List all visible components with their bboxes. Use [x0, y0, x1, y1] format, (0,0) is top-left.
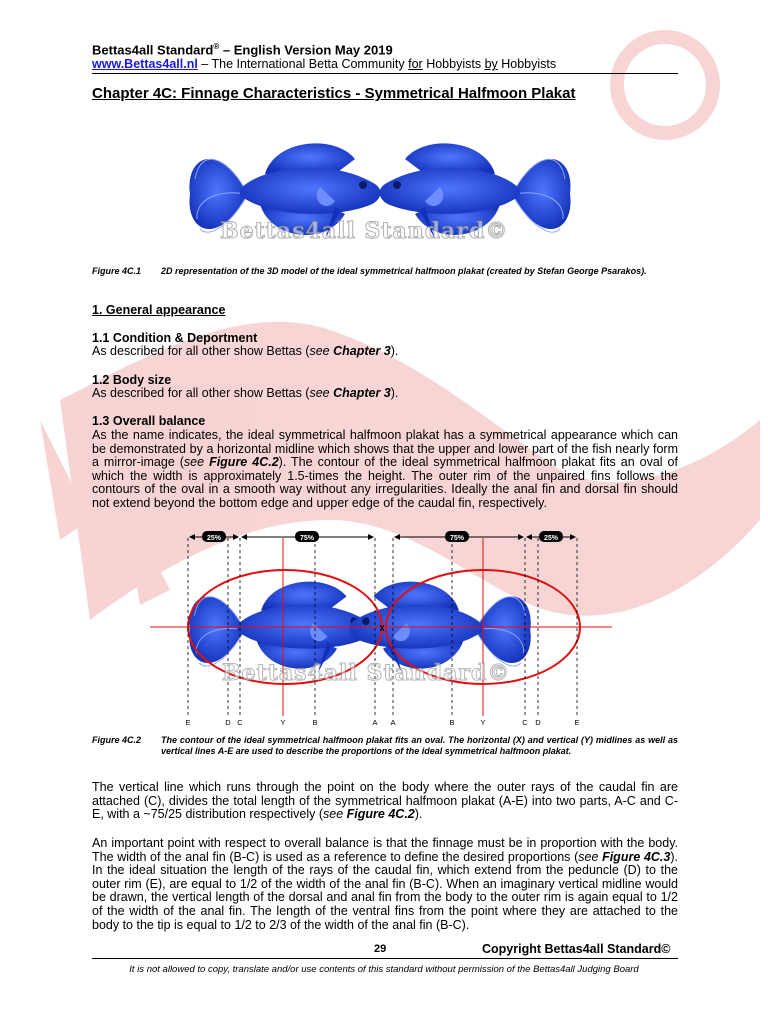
subsection-1-2-heading: 1.2 Body size — [92, 373, 172, 387]
pct-label-left-25: 25% — [206, 535, 222, 542]
paragraph-vertical-line: The vertical line which runs through the point on the body where the outer rays of the caudal fin are attached (C), divides the total length of the symmetrical halfmoon plakat (A-E) into two parts, A-C and C-E, with a ~75/25 distribution respectively (see Figure 4C.2). — [92, 780, 678, 822]
line-letter: A — [372, 718, 378, 727]
line-letter: E — [185, 718, 191, 727]
line-letter: Y — [480, 718, 486, 727]
subsection-1-1-text: As described for all other show Bettas (see Chapter 3). — [92, 344, 399, 358]
chapter-title: Chapter 4C: Finnage Characteristics - Symmetrical Halfmoon Plakat — [92, 85, 576, 102]
figure-4c2-caption: Figure 4C.2 The contour of the ideal symmetrical halfmoon plakat fits an oval. The horizontal (X) and vertical (Y) midlines as well as vertical lines A-E are used to describe the proportions of the ideal symmetrical halfmoon plakat. — [92, 735, 678, 756]
subsection-1-3-text: As the name indicates, the ideal symmetrical halfmoon plakat has a symmetrical appearance which can be demonstrated by a horizontal midline which shows that the upper and lower part of the fish nearly form a mirror-image (see Figure 4C.2). The contour of the ideal symmetrical halfmoon plakat fits an oval of which the width is approximately 1.5-times the height. The outer rim of the unpaired fins follows the contours of the oval in a smooth way without any irregularities. Ideally the anal fin and dorsal fin should not extend beyond the bottom edge and upper edge of the caudal fin, respectively. — [92, 428, 678, 510]
figure-4c1-caption: Figure 4C.1 2D representation of the 3D model of the ideal symmetrical halfmoon plakat (created by Stefan George Psarakos). — [92, 266, 647, 276]
page-number: 29 — [374, 943, 387, 955]
pct-label-left-75: 75% — [299, 535, 315, 542]
subsection-1-2-text: As described for all other show Bettas (see Chapter 3). — [92, 386, 399, 400]
pct-label-right-25: 25% — [543, 535, 559, 542]
document-subtitle: www.Bettas4all.nl – The International Betta Community for Hobbyists by Hobbyists — [92, 57, 557, 71]
website-link[interactable]: www.Bettas4all.nl — [92, 57, 198, 71]
x-midline-label: X — [379, 624, 385, 633]
line-letter: B — [449, 718, 455, 727]
header-divider — [92, 73, 678, 74]
figure-4c2-diagram — [140, 528, 620, 728]
footer-divider — [92, 958, 678, 959]
pct-label-right-75: 75% — [449, 535, 465, 542]
subsection-1-3-heading: 1.3 Overall balance — [92, 414, 206, 428]
line-letter: C — [237, 718, 243, 727]
footer-copyright: Copyright Bettas4all Standard© — [482, 942, 671, 956]
line-letter: E — [574, 718, 580, 727]
line-letter: D — [535, 718, 541, 727]
figure-1-watermark: Bettas4all Standard© — [220, 218, 509, 244]
line-letter: B — [312, 718, 318, 727]
figure-2-watermark: Bettas4all Standard© — [222, 660, 511, 686]
line-letter: C — [522, 718, 528, 727]
line-letter: A — [390, 718, 396, 727]
document-title: Bettas4all Standard® – English Version May 2019 — [92, 42, 393, 58]
footer-notice: It is not allowed to copy, translate and/or use contents of this standard without permission of the Bettas4all Judging Board — [129, 964, 639, 975]
line-letter: D — [225, 718, 231, 727]
paragraph-overall-balance: An important point with respect to overall balance is that the finnage must be in proportion with the body. The width of the anal fin (B-C) is used as a reference to define the desired proportions (see Figure 4C.3). In the ideal situation the length of the rays of the caudal fin, which extend from the peduncle (D) to the outer rim (E), are equal to 1/2 of the width of the anal fin (B-C). When an imaginary vertical midline would be drawn, the vertical length of the dorsal and anal fin from the body to the outer rim is again equal to 1/2 of the width of the anal fin. The length of the ventral fins from the point where they are attached to the body to the tip is equal to 1/2 to 2/3 of the width of the anal fin (B-C). — [92, 836, 678, 932]
subsection-1-1-heading: 1.1 Condition & Deportment — [92, 331, 258, 345]
section-heading: 1. General appearance — [92, 303, 226, 317]
line-letter: Y — [280, 718, 286, 727]
